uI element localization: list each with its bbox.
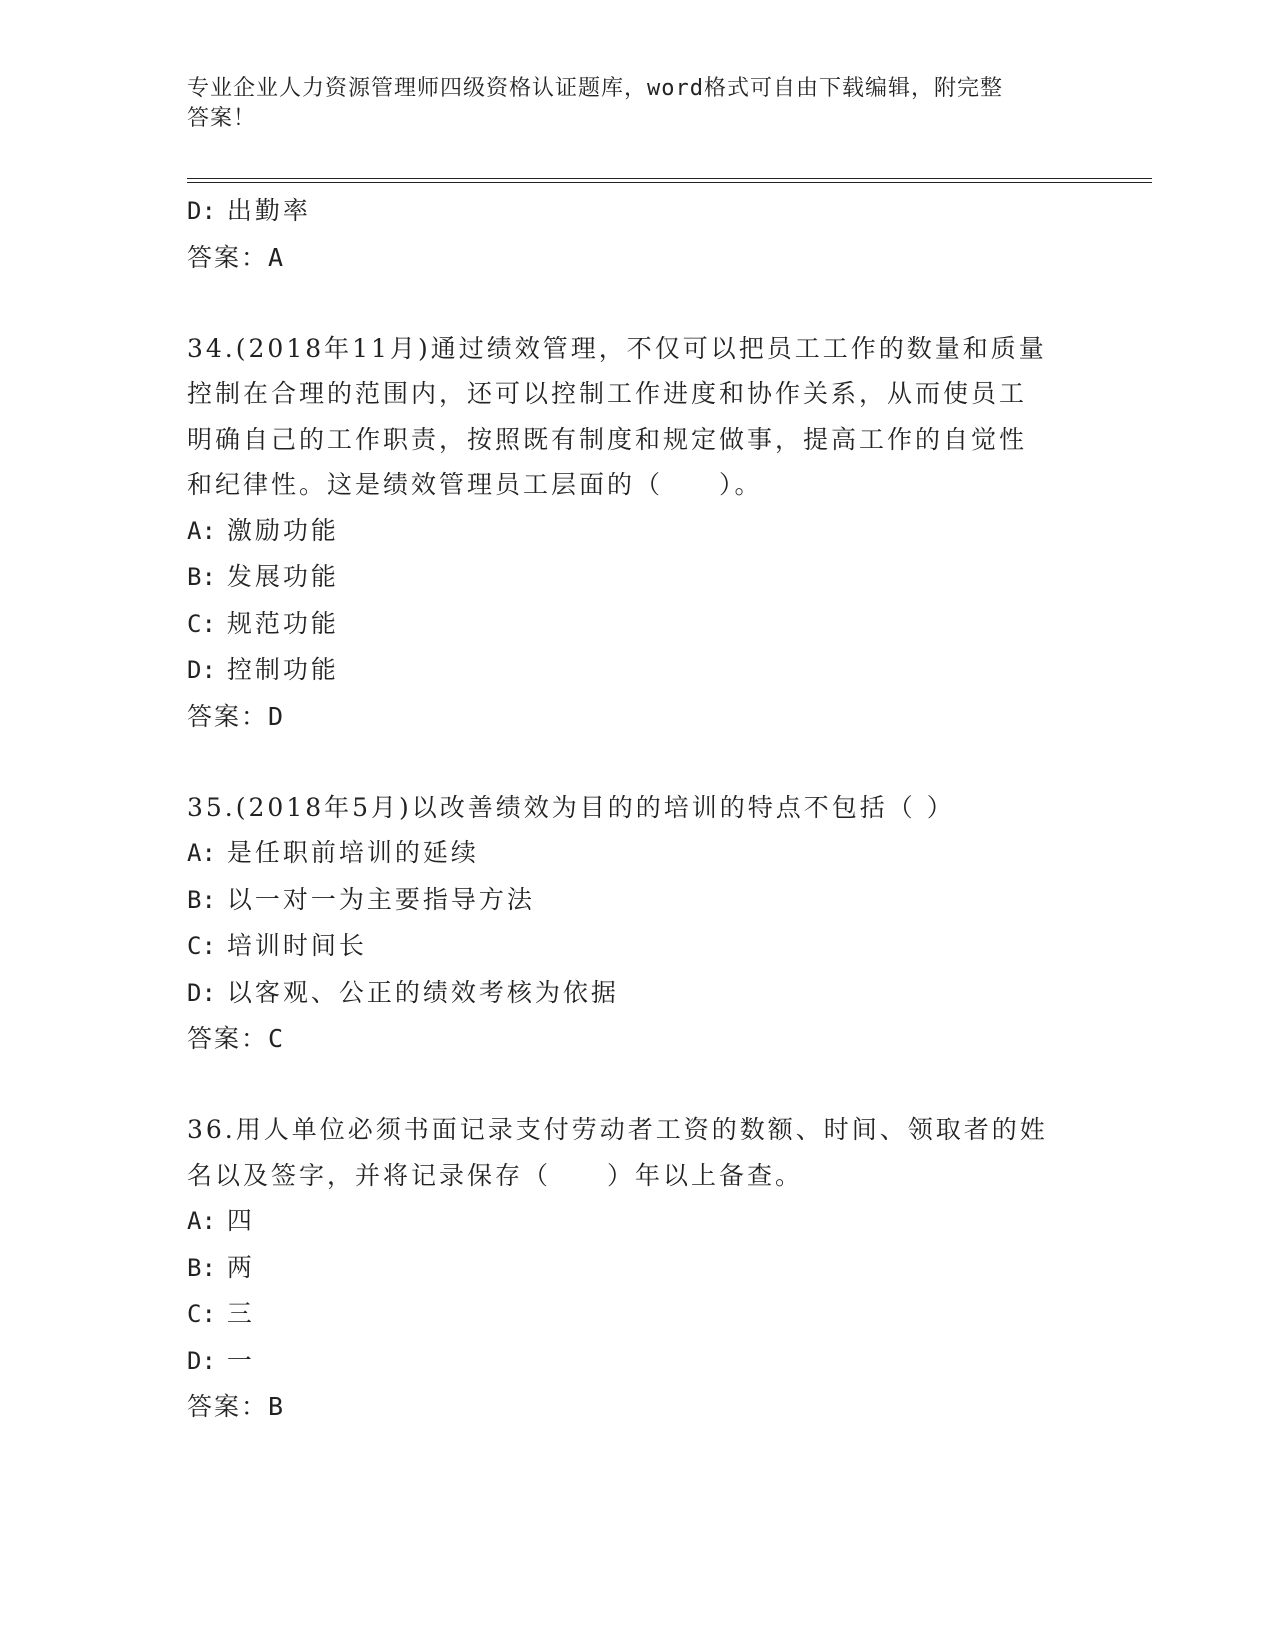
question-36 bbox=[187, 1107, 1087, 1430]
option-letter: B: bbox=[187, 563, 216, 591]
option-text: 发展功能 bbox=[226, 562, 339, 591]
answer-value: C bbox=[268, 1024, 286, 1053]
question-34-answer bbox=[187, 694, 1087, 740]
question-35-option-d bbox=[187, 970, 1087, 1017]
header-line-2: 答案！ bbox=[187, 106, 257, 131]
option-text: 四 bbox=[226, 1206, 255, 1235]
option-letter: C: bbox=[187, 932, 216, 960]
spacer bbox=[187, 739, 1087, 785]
question-34-line-2: 控制在合理的范围内，还可以控制工作进度和协作关系，从而使员工 bbox=[187, 379, 1028, 408]
answer-label: 答案： bbox=[187, 1392, 269, 1421]
header-rule-bottom bbox=[187, 182, 1152, 183]
option-letter: D: bbox=[187, 978, 216, 1007]
answer-label: 答案： bbox=[187, 1024, 269, 1053]
option-letter: D: bbox=[187, 197, 216, 225]
answer-value: D bbox=[268, 701, 286, 731]
question-35-option-a bbox=[187, 830, 1087, 877]
question-35-option-c bbox=[187, 923, 1087, 970]
question-36-option-a bbox=[187, 1198, 1087, 1245]
option-letter: B: bbox=[187, 1253, 216, 1282]
question-34-option-d bbox=[187, 647, 1087, 694]
prev-answer bbox=[187, 235, 1087, 281]
question-34-line-3: 明确自己的工作职责，按照既有制度和规定做事，提高工作的自觉性 bbox=[187, 424, 1028, 454]
question-34-option-b bbox=[187, 554, 1087, 601]
header-rule-top bbox=[187, 178, 1152, 179]
option-letter: A: bbox=[187, 516, 216, 545]
answer-label: 答案： bbox=[187, 701, 269, 731]
question-35-option-b bbox=[187, 877, 1087, 924]
document-header bbox=[187, 74, 1087, 134]
option-letter: D: bbox=[187, 1346, 216, 1375]
option-text: 规范功能 bbox=[226, 608, 339, 638]
option-text: 培训时间长 bbox=[226, 931, 367, 960]
option-text: 三 bbox=[226, 1299, 255, 1328]
answer-value: A bbox=[268, 242, 286, 272]
question-36-option-c bbox=[187, 1291, 1087, 1338]
question-34-line-4: 和纪律性。这是绩效管理员工层面的（ ）。 bbox=[187, 470, 763, 499]
question-36-answer bbox=[187, 1384, 1087, 1430]
option-text: 两 bbox=[226, 1252, 255, 1282]
spacer bbox=[187, 1062, 1087, 1108]
answer-value: B bbox=[268, 1392, 286, 1421]
question-34-line-1: 34.(2018年11月)通过绩效管理，不仅可以把员工工作的数量和质量 bbox=[187, 333, 1047, 363]
question-35 bbox=[187, 785, 1087, 1062]
answer-label: 答案： bbox=[187, 242, 269, 272]
option-text: 出勤率 bbox=[226, 196, 311, 225]
header-line-1: 专业企业人力资源管理师四级资格认证题库，word格式可自由下载编辑，附完整 bbox=[187, 76, 1003, 101]
option-letter: B: bbox=[187, 885, 216, 914]
question-36-line-1: 36.用人单位必须书面记录支付劳动者工资的数额、时间、领取者的姓 bbox=[187, 1115, 1048, 1144]
option-letter: C: bbox=[187, 1300, 216, 1328]
question-content bbox=[187, 188, 1087, 1430]
option-letter: A: bbox=[187, 839, 216, 867]
option-text: 是任职前培训的延续 bbox=[226, 838, 479, 867]
option-text: 以一对一为主要指导方法 bbox=[226, 884, 535, 914]
question-36-option-d bbox=[187, 1338, 1087, 1385]
question-34-option-a bbox=[187, 508, 1087, 555]
question-34 bbox=[187, 326, 1087, 740]
option-letter: C: bbox=[187, 609, 216, 638]
option-text: 控制功能 bbox=[226, 655, 339, 684]
question-36-option-b bbox=[187, 1245, 1087, 1292]
option-letter: A: bbox=[187, 1207, 216, 1235]
option-letter: D: bbox=[187, 656, 216, 684]
option-text: 以客观、公正的绩效考核为依据 bbox=[226, 977, 619, 1007]
option-text: 一 bbox=[226, 1345, 255, 1375]
question-35-line-1: 35.(2018年5月)以改善绩效为目的的培训的特点不包括（ ） bbox=[187, 792, 955, 822]
prev-option-d bbox=[187, 188, 1087, 235]
question-34-option-c bbox=[187, 601, 1087, 648]
question-36-line-2: 名以及签字，并将记录保存（ ）年以上备查。 bbox=[187, 1160, 804, 1190]
question-35-answer bbox=[187, 1016, 1087, 1062]
spacer bbox=[187, 280, 1087, 326]
option-text: 激励功能 bbox=[226, 515, 339, 545]
